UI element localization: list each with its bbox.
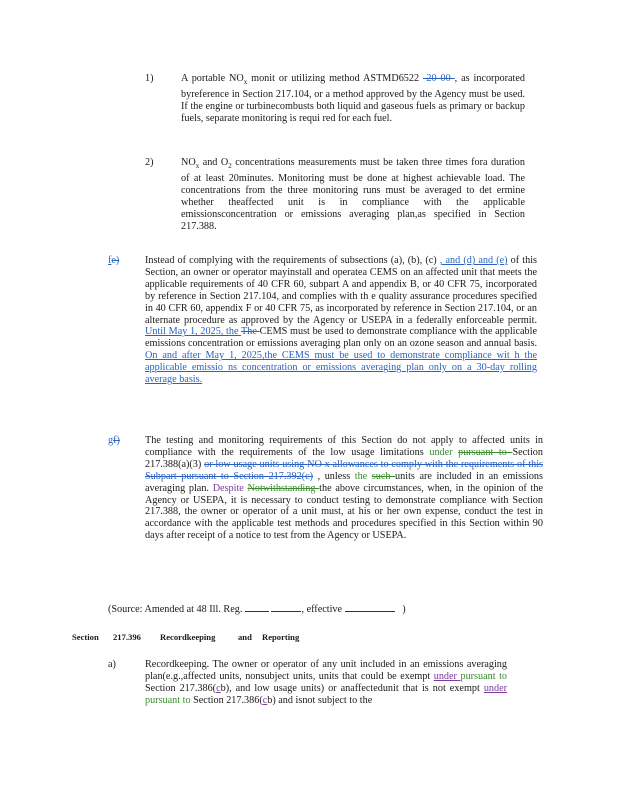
paragraph-item-e: Instead of complying with the requirements of subsections (a), (b), (c) , and (d) and (e) of this Section, an owner or operator mayinstall and operatea CEMS on an affected unit that meets the applicable requirements of 40 CFR 60, subpart A and appendix B, or 40 CFR 75, incorporated by reference in Section 217.104, and complies with th e quality assurance procedures specified in 40 CFR 60, appendix F or 40 CFR 75, as incorporated by reference in Section 217.104, or an alternate procedure as approved by the Agency or USEPA in a federally enforceable permit. Until May 1, 2025, the The CEMS must be used to demonstrate compliance with the applicable emissions concentration or emissions averaging plan only on an ozone season and annual basis. On and after May 1, 2025,the CEMS must be used to demonstrate compliance wit h the applicable emissio ns concentration or emissions averaging plan only on a 30-day rolling average basis.	[145, 255, 537, 386]
inserted-text: , and (d) and (e)	[439, 255, 508, 266]
item-letter: a)	[108, 659, 116, 670]
source-note: (Source: Amended at 48 Ill. Reg. , effective )	[108, 604, 406, 615]
item-number: 1)	[145, 73, 154, 84]
item-letter: gf)	[108, 435, 120, 446]
paragraph-item-2: $NO_x$ and $O_2$ concentrations measurements must be taken three times fora duration of at least 20minutes. Monitoring must be done at highest achievable load. The concentrations from the three monitoring runs must be averaged to det ermine whether theaffected unit is in compliance with the applicable emissionsconcentration or emissions averaging plan,as specified in Section 217.388.	[181, 157, 525, 232]
paragraph-item-a: Recordkeeping. The owner or operator of any unit included in an emissions averaging plan(e.g.,affected units, nonsubject units, units that could be exempt under pursuant to Section 217.386(cb), and low usage units) or anaffectedunit that is not exempt under pursuant to Section 217.386(cb) and isnot subject to the	[145, 659, 508, 706]
item-letter: fe)	[108, 255, 120, 266]
deleted-text: or low usage units using NO x allowances to comply with the requirements of this Subpart pursuant to Section 217.392(c)	[145, 458, 544, 482]
document-page: 1) A portable $NO_x$ monit or utilizing method ASTMD6522 -20 00 , as incorporated byreference in Section 217.104, or a method approved by the Agency must be used. If the engine or turbinecombusts both liquid and gaseous fuels as primary or backup fuels, separate monitoring is requi red for each fuel. 2) $NO_x$ and $O_2$ concentrations measurements must be taken three times fora duration of at least 20minutes. Monitoring must be done at highest achievable load. The concentrations from the three monitoring runs must be averaged to det ermine whether theaffected unit is in compliance with the applicable emissionsconcentration or emissions averaging plan,as specified in Section 217.388. fe) Instead of complying with the requirements of subsections (a), (b), (c) , and (d) and (e) of this Section, an owner or operator mayinstall and operatea CEMS on an affected unit that meets the applicable requirements of 40 CFR 60, subpart A and appendix B, or 40 CFR 75, incorporated by reference in Section 217.104, and complies with th e quality assurance procedures specified in 40 CFR 60, appendix F or 40 CFR 75, as incorporated by reference in Section 217.104, or an alternate procedure as approved by the Agency or USEPA in a federally enforceable permit. Until May 1, 2025, the The CEMS must be used to demonstrate compliance with the applicable emissions concentration or emissions averaging plan only on an ozone season and annual basis. On and after May 1, 2025,the CEMS must be used to demonstrate compliance wit h the applicable emissio ns concentration or emissions averaging plan only on a 30-day rolling average basis. gf) The testing and monitoring requirements of this Section do not apply to affected units in compliance with the requirements of the low usage limitations under pursuant to Section 217.388(a)(3) or low usage units using NO x allowances to comply with the requirements of this Subpart pursuant to Section 217.392(c) , unless the such units are included in an emissions averaging plan. Despite Notwithstanding the above circumstances, when, in the opinion of the Agency or USEPA, it is necessary to conduct testing to demonstrate compliance with Section 217.388, the owner or operator of a unit must, at his or her own expense, conduct the test in accordance with the applicable test methods and procedures specified in this Section within 90 days after receipt of a notice to test from the Agency or USEPA. (Source: Amended at 48 Ill. Reg. , effective ) Section 217.396 Recordkeeping and Reporting a) Recordkeeping. The owner or operator of any unit included in an emissions averaging plan(e.g.,affected units, nonsubject units, units that could be exempt under pursuant to Section 217.386(cb), and low usage units) or anaffectedunit that is not exempt under pursuant to Section 217.386(cb) and isnot subject to the	[72, 73, 544, 706]
inserted-text: On and after May 1, 2025,the CEMS must be used to demonstrate compliance wit h the applicable emissio ns concentration or emissions averaging plan only on a 30-day rolling average basis.	[145, 350, 537, 386]
paragraph-item-1: A portable $NO_x$ monit or utilizing method ASTMD6522 -20 00 , as incorporated byreference in Section 217.104, or a method approved by the Agency must be used. If the engine or turbinecombusts both liquid and gaseous fuels as primary or backup fuels, separate monitoring is requi red for each fuel.	[181, 73, 525, 124]
deleted-text: The	[241, 326, 260, 338]
paragraph-item-f: The testing and monitoring requirements of this Section do not apply to affected units in compliance with the requirements of the low usage limitations under pursuant to Section 217.388(a)(3) or low usage units using NO x allowances to comply with the requirements of this Subpart pursuant to Section 217.392(c) , unless the such units are included in an emissions averaging plan. Despite Notwithstanding the above circumstances, when, in the opinion of the Agency or USEPA, it is necessary to conduct testing to demonstrate compliance with Section 217.388, the owner or operator of a unit must, at his or her own expense, conduct the test in accordance with the applicable test methods and procedures specified in this Section within 90 days after receipt of a notice to test from the Agency or USEPA.	[145, 435, 544, 542]
deleted-text: -20 00	[423, 73, 455, 84]
item-number: 2)	[145, 157, 154, 168]
inserted-text: Until May 1, 2025, the	[145, 326, 242, 338]
